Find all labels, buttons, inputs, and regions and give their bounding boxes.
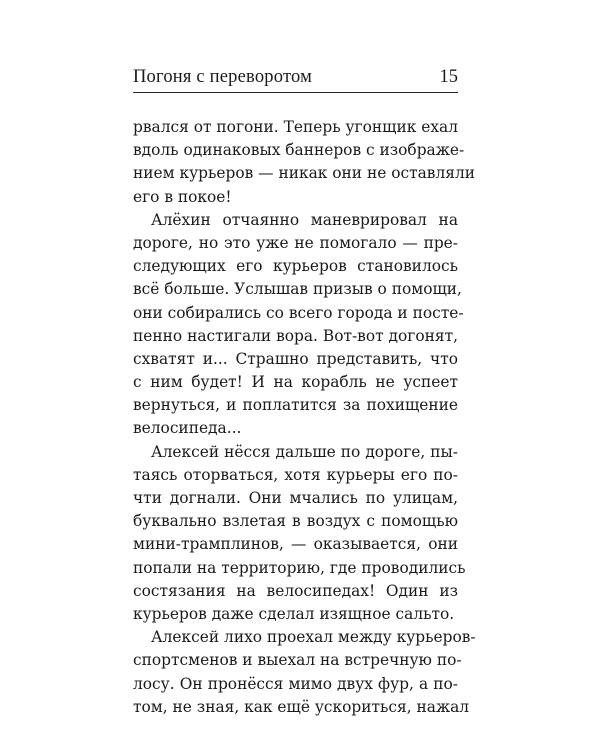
text-line: нием курьеров — никак они не оставляли — [133, 164, 475, 183]
text-line: пенно настигали вора. Вот-вот догонят, — [133, 326, 458, 345]
text-line: всё больше. Услышав призыв о помощи, — [133, 280, 462, 299]
text-line: том, не зная, как ещё ускориться, нажал — [133, 697, 470, 716]
text-line: таясь оторваться, хотя курьеры его по- — [133, 465, 458, 484]
text-line: состязания на велосипедах! Один из — [133, 581, 458, 600]
page-number: 15 — [439, 67, 458, 87]
running-head — [133, 66, 458, 92]
text-line: спортсменов и выехал на встречную по- — [133, 651, 462, 670]
text-line: Алёхин отчаянно маневрировал на — [151, 210, 458, 229]
body-text — [133, 116, 476, 719]
text-line: его в покое! — [133, 187, 232, 206]
text-line: вдоль одинаковых баннеров с изображе- — [133, 141, 465, 160]
text-line: они собирались со всего города и посте- — [133, 303, 464, 322]
text-line: мини-трамплинов, — оказывается, они — [133, 535, 458, 554]
text-line: велосипеда... — [133, 419, 242, 438]
running-title: Погоня с переворотом — [133, 67, 312, 87]
text-line: Алексей лихо проехал между курьеров- — [151, 628, 476, 647]
text-line: попали на территорию, где проводились — [133, 558, 466, 577]
text-line: лосу. Он пронёсся мимо двух фур, а по- — [133, 674, 458, 693]
text-line: следующих его курьеров становилось — [133, 257, 458, 276]
text-line: вернуться, и поплатится за похищение — [133, 396, 458, 415]
text-line: с ним будет! И на корабль не успеет — [133, 373, 458, 392]
text-line: буквально взлетая в воздух с помощью — [133, 512, 458, 531]
text-line: Алексей нёсся дальше по дороге, пы- — [151, 442, 458, 461]
text-line: рвался от погони. Теперь угонщик ехал — [133, 118, 458, 136]
text-line: чти догнали. Они мчались по улицам, — [133, 489, 458, 507]
text-line: курьеров даже сделал изящное сальто. — [133, 604, 455, 623]
text-line: схватят и... Страшно представить, что — [133, 349, 458, 368]
text-line: дороге, но это уже не помогало — пре- — [133, 233, 458, 252]
header-rule — [133, 92, 458, 93]
